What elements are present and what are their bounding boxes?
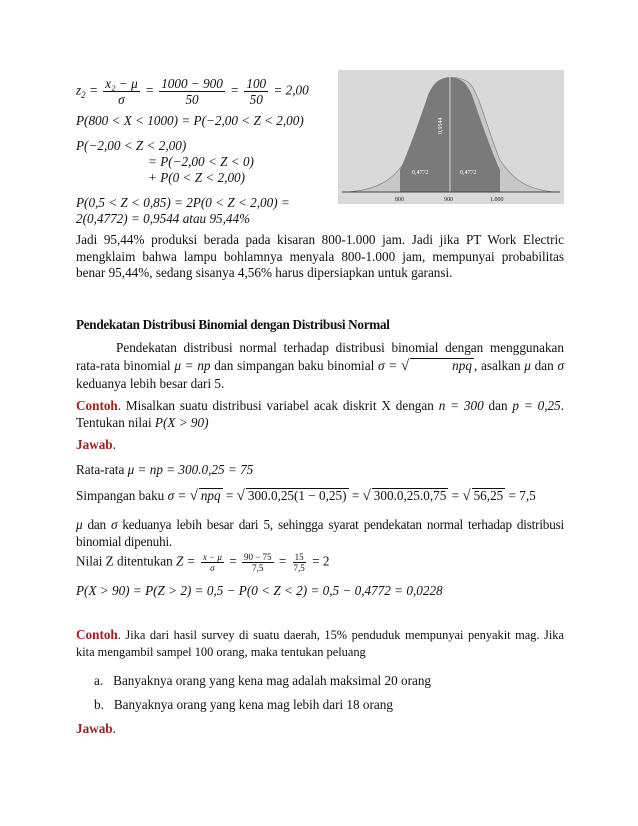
z2-formula: $z_2$ = $\frac{\text{x₂ − μ}}{\sigma}$ = $\frac{1000 - 900}{50}$ = $\frac{100}{50}$ = 2,00 bbox=[76, 76, 309, 107]
conclusion-paragraph: Jadi 95,44% produksi berada pada kisaran 800-1.000 jam. Jadi jika PT Work Electric mengklaim bahwa lampu bohlamnya menyala 800-1.000 jam, mempunyai probabilitas benar 95,44%, sedang sisanya 4,56% harus dipersiapkan untuk garansi. bbox=[76, 232, 564, 281]
prob-line-3: = P(−2,00 < Z < 0) bbox=[148, 154, 254, 169]
prob-line-2: P(−2,00 < Z < 2,00) bbox=[76, 138, 187, 153]
normal-curve-figure bbox=[338, 70, 564, 204]
px-result-line: P(X > 90) = P(Z > 2) = 0,5 − P(0 < Z < 2) = 0,5 − 0,4772 = 0,0228 bbox=[76, 583, 443, 598]
list-item: b. Banyaknya orang yang kena mag lebih dari 18 orang bbox=[94, 697, 393, 712]
section-paragraph: Pendekatan distribusi normal terhadap distribusi binomial dengan menggunakan rata-rata binomial μ = np dan simpangan baku binomial σ = √ npq , asalkan μ dan σ keduanya lebih besar dari 5. bbox=[76, 340, 564, 391]
syarat-paragraph: μ dan σ keduanya lebih besar dari 5, sehingga syarat pendekatan normal terhadap distribusi binomial dipenuhi. bbox=[76, 517, 564, 549]
tick-800: 800 bbox=[395, 197, 404, 203]
prob-line-1: P(800 < X < 1000) = P(−2,00 < Z < 2,00) bbox=[76, 113, 304, 128]
jawab-1: Jawab. bbox=[76, 437, 116, 452]
contoh-2-label: Contoh bbox=[76, 627, 118, 642]
section-title: Pendekatan Distribusi Binomial dengan Distribusi Normal bbox=[76, 317, 390, 332]
tick-1000: 1.000 bbox=[490, 197, 504, 203]
contoh-1: Contoh. Misalkan suatu distribusi variabel acak diskrit X dengan n = 300 dan p = 0,25. Tentukan nilai P(X > 90) bbox=[76, 398, 564, 430]
right-prob-label: 0,4772 bbox=[460, 170, 477, 176]
contoh-2: Contoh. Jika dari hasil survey di suatu daerah, 15% penduduk mempunyai penyakit mag. Jika kita mengambil sampel 100 orang, maka tentukan peluang bbox=[76, 627, 564, 659]
prob-line-4: + P(0 < Z < 2,00) bbox=[148, 170, 246, 185]
tick-900: 900 bbox=[444, 197, 453, 203]
prob-line-5: P(0,5 < Z < 0,85) = 2P(0 < Z < 2,00) = bbox=[76, 195, 290, 210]
prob-line-6: 2(0,4772) = 0,9544 atau 95,44% bbox=[76, 211, 251, 226]
simpangan-baku-line: Simpangan baku σ = √ npq = √ 300.0,25(1 − 0,25) = √ 300.0,25.0,75 = √ 56,25 = 7,5 bbox=[76, 488, 536, 504]
nilai-z-line: Nilai Z ditentukan Z = $\frac{x - \mu}{\sigma}$ = $\frac{90 - 75}{7,5}$ = $\frac{15}{7,5}$ = 2 bbox=[76, 552, 330, 573]
list-item: a. Banyaknya orang yang kena mag adalah maksimal 20 orang bbox=[94, 673, 432, 688]
contoh-1-label: Contoh bbox=[76, 398, 118, 413]
rata-rata-line: Rata-rata μ = np = 300.0,25 = 75 bbox=[76, 462, 254, 477]
center-prob-label: 0,9544 bbox=[438, 117, 444, 134]
left-prob-label: 0,4772 bbox=[412, 170, 429, 176]
jawab-2: Jawab. bbox=[76, 721, 116, 736]
